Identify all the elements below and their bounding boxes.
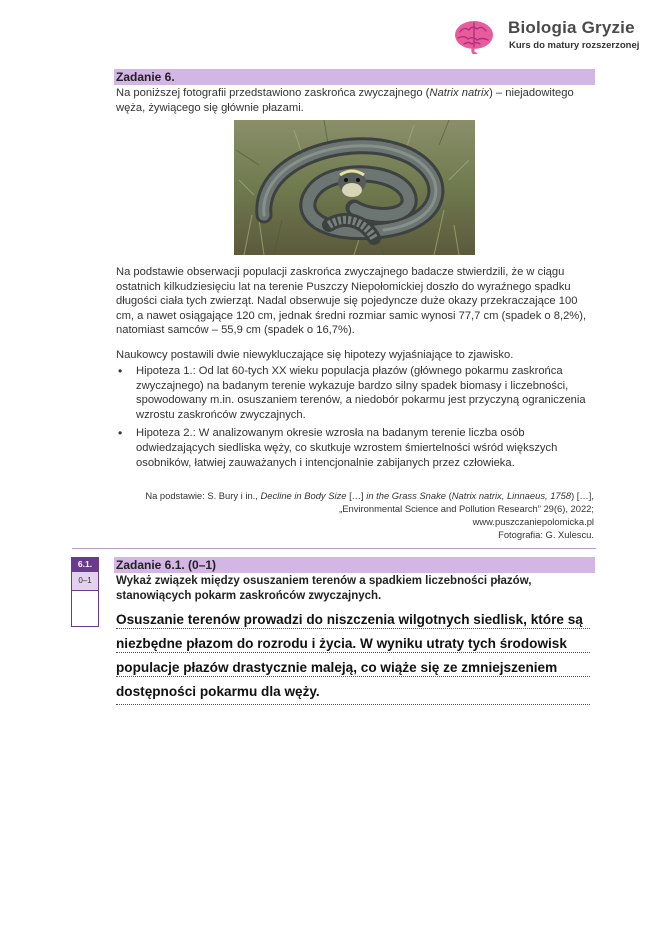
answer-text: Osuszanie terenów prowadzi do niszczenia wilgotnych siedlisk, które są niezbędne płazom do rozrodu i życia. W wyniku utraty tych środowisk populacje płazów drastycznie maleją, co wiąże się ze zmniejszeniem dostępności pokarmu dla węży. — [116, 612, 583, 699]
section-divider — [72, 548, 596, 549]
task-title: Zadanie 6. — [116, 70, 175, 84]
list-item: • Hipoteza 2.: W analizowanym okresie wzrosła na badanym terenie liczba osób odwiedzających siedliska węży, co skutkuje wzrostem śmiertelności wśród większych osobników, łatwiej zauważanych i intencjonalnie zabijanych przez człowieka. — [118, 426, 558, 469]
snake-photo — [234, 120, 475, 255]
species-name: Natrix natrix — [429, 87, 490, 99]
score-range: 0–1 — [72, 572, 98, 590]
subtask-title: Zadanie 6.1. (0–1) — [116, 558, 217, 572]
list-item: • Hipoteza 1.: Od lat 60-tych XX wieku populacja płazów (głównego pokarmu zaskrońca zwyczajnego) na badanym terenie wykazuje bardzo silny spadek biomasy i liczebności, spowodowany m.in. osuszaniem terenów, a niedobór pokarmu jest przyczyną ograniczenia wzrostu zaskrońców zwyczajnych. — [118, 364, 586, 421]
brand-name: Biologia Gryzie — [508, 18, 635, 37]
observation-paragraph: Na podstawie obserwacji populacji zaskrońca zwyczajnego badacze stwierdzili, że w ciągu ostatnich kilkudziesięciu lat na terenie Puszczy Niepołomickiej doszło do wyraźnego spadku długości ciała tych zwierząt. Nadal obserwuje się pojedyncze duże okazy przekraczające 100 cm, a nawet osiągające 120 cm, jednak średni rozmiar samic wynosi 77,7 cm (spadek o 8,2%), natomiast samców – 55,9 cm (spadek o 16,7%). — [116, 266, 587, 337]
hypotheses-list — [116, 364, 601, 474]
answer-field[interactable] — [116, 608, 596, 704]
source-citation: Na podstawie: S. Bury i in., Decline in Body Size […] in the Grass Snake (Natrix natrix, Linnaeus, 1758) […], „Environmental Science and Pollution Research” 29(6), 2022; www.puszczaniepolomicka.pl Fotografia: G. Xulescu. — [145, 490, 594, 540]
brain-logo-icon — [452, 18, 496, 54]
brand-subtitle: Kurs do matury rozszerzonej — [509, 40, 640, 51]
answer-line — [116, 704, 590, 705]
subtask-number: 6.1. — [71, 557, 99, 571]
score-divider — [72, 590, 98, 591]
task-header-bar — [114, 69, 595, 85]
subtask-question: Wykaż związek między osuszaniem terenów a spadkiem liczebności płazów, stanowiących pokarm zaskrońców zwyczajnych. — [116, 575, 532, 602]
bullet-icon: • — [118, 426, 123, 441]
bullet-icon: • — [118, 364, 123, 378]
task-intro: Na poniższej fotografii przedstawiono zaskrońca zwyczajnego (Natrix natrix) – niejadowitego węża, żywiącego się głównie płazami. — [116, 87, 574, 114]
hypotheses-intro: Naukowcy postawili dwie niewykluczające się hipotezy wyjaśniające to zjawisko. — [116, 349, 514, 361]
